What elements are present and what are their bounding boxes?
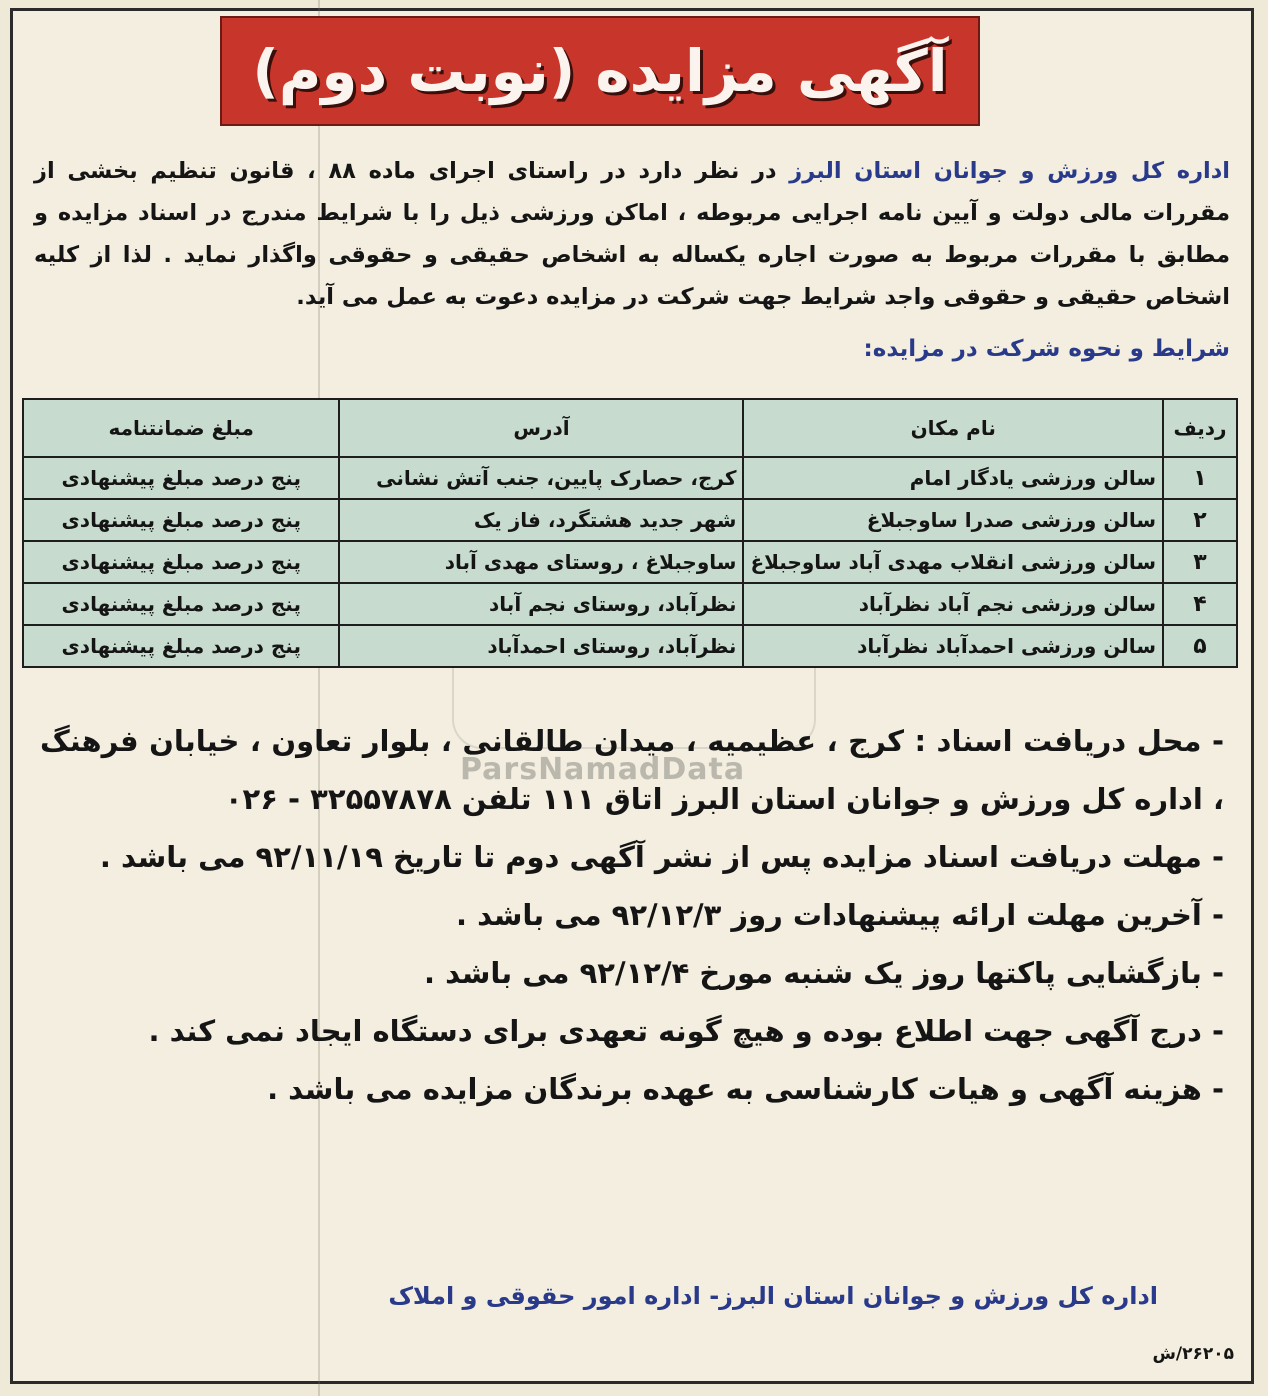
conditions-title: شرایط و نحوه شرکت در مزایده: [863, 336, 1230, 362]
row-address: نظرآباد، روستای احمدآباد [339, 625, 743, 667]
row-place: سالن ورزشی صدرا ساوجبلاغ [743, 499, 1163, 541]
intro-org: اداره کل ورزش و جوانان استان البرز [789, 158, 1231, 184]
row-amount: پنج درصد مبلغ پیشنهادی [23, 499, 339, 541]
signature: اداره کل ورزش و جوانان استان البرز- اداره امور حقوقی و املاک [388, 1282, 1158, 1310]
row-num: ۳ [1163, 541, 1237, 583]
conditions-list [40, 712, 1224, 1118]
header-amount: مبلغ ضمانتنامه [23, 399, 339, 457]
ad-code: ۲۶۲۰۵/ش [1152, 1344, 1234, 1364]
row-place: سالن ورزشی انقلاب مهدی آباد ساوجبلاغ [743, 541, 1163, 583]
table-row [23, 499, 1237, 541]
table-row [23, 583, 1237, 625]
row-amount: پنج درصد مبلغ پیشنهادی [23, 625, 339, 667]
row-amount: پنج درصد مبلغ پیشنهادی [23, 583, 339, 625]
venues-table [22, 398, 1238, 668]
condition-item: - درج آگهی جهت اطلاع بوده و هیچ گونه تعهدی برای دستگاه ایجاد نمی کند . [148, 1014, 1224, 1048]
page-title: آگهی مزایده (نوبت دوم) [252, 37, 948, 105]
row-place: سالن ورزشی نجم آباد نظرآباد [743, 583, 1163, 625]
row-amount: پنج درصد مبلغ پیشنهادی [23, 457, 339, 499]
row-num: ۲ [1163, 499, 1237, 541]
header-address: آدرس [339, 399, 743, 457]
row-num: ۱ [1163, 457, 1237, 499]
table-row [23, 625, 1237, 667]
table-header-row [23, 399, 1237, 457]
row-address: شهر جدید هشتگرد، فاز یک [339, 499, 743, 541]
intro-paragraph [34, 150, 1230, 318]
table-row [23, 457, 1237, 499]
title-banner [220, 16, 980, 126]
condition-item: - آخرین مهلت ارائه پیشنهادات روز ۹۲/۱۲/۳ می باشد . [455, 898, 1224, 932]
header-num: ردیف [1163, 399, 1237, 457]
row-address: نظرآباد، روستای نجم آباد [339, 583, 743, 625]
row-address: کرج، حصارک پایین، جنب آتش نشانی [339, 457, 743, 499]
header-place: نام مکان [743, 399, 1163, 457]
condition-item: - مهلت دریافت اسناد مزایده پس از نشر آگهی دوم تا تاریخ ۹۲/۱۱/۱۹ می باشد . [99, 840, 1224, 874]
row-place: سالن ورزشی یادگار امام [743, 457, 1163, 499]
condition-item: - بازگشایی پاکتها روز یک شنبه مورخ ۹۲/۱۲/۴ می باشد . [423, 956, 1224, 990]
condition-item: - محل دریافت اسناد : کرج ، عظیمیه ، میدان طالقانی ، بلوار تعاون ، خیابان فرهنگ ، اداره کل ورزش و جوانان استان البرز اتاق ۱۱۱ تلفن ۳۲۵۵۷۸۷۸ - ۰۲۶ [40, 724, 1224, 816]
row-address: ساوجبلاغ ، روستای مهدی آباد [339, 541, 743, 583]
watermark-text: ParsNamadData [460, 752, 746, 787]
row-num: ۵ [1163, 625, 1237, 667]
table-row [23, 541, 1237, 583]
row-amount: پنج درصد مبلغ پیشنهادی [23, 541, 339, 583]
row-num: ۴ [1163, 583, 1237, 625]
row-place: سالن ورزشی احمدآباد نظرآباد [743, 625, 1163, 667]
intro-text: در نظر دارد در راستای اجرای ماده ۸۸ ، قانون تنظیم بخشی از مقررات مالی دولت و آیین نامه اجرایی مربوطه ، اماکن ورزشی ذیل را با شرایط مندرج در اسناد مزایده و مطابق با مقررات مربوط به صورت اجاره یکساله به اشخاص حقیقی و حقوقی واگذار نماید . لذا از کلیه اشخاص حقیقی و حقوقی واجد شرایط جهت شرکت در مزایده دعوت به عمل می آید. [34, 158, 1230, 310]
condition-item: - هزینه آگهی و هیات کارشناسی به عهده برندگان مزایده می باشد . [267, 1072, 1224, 1106]
